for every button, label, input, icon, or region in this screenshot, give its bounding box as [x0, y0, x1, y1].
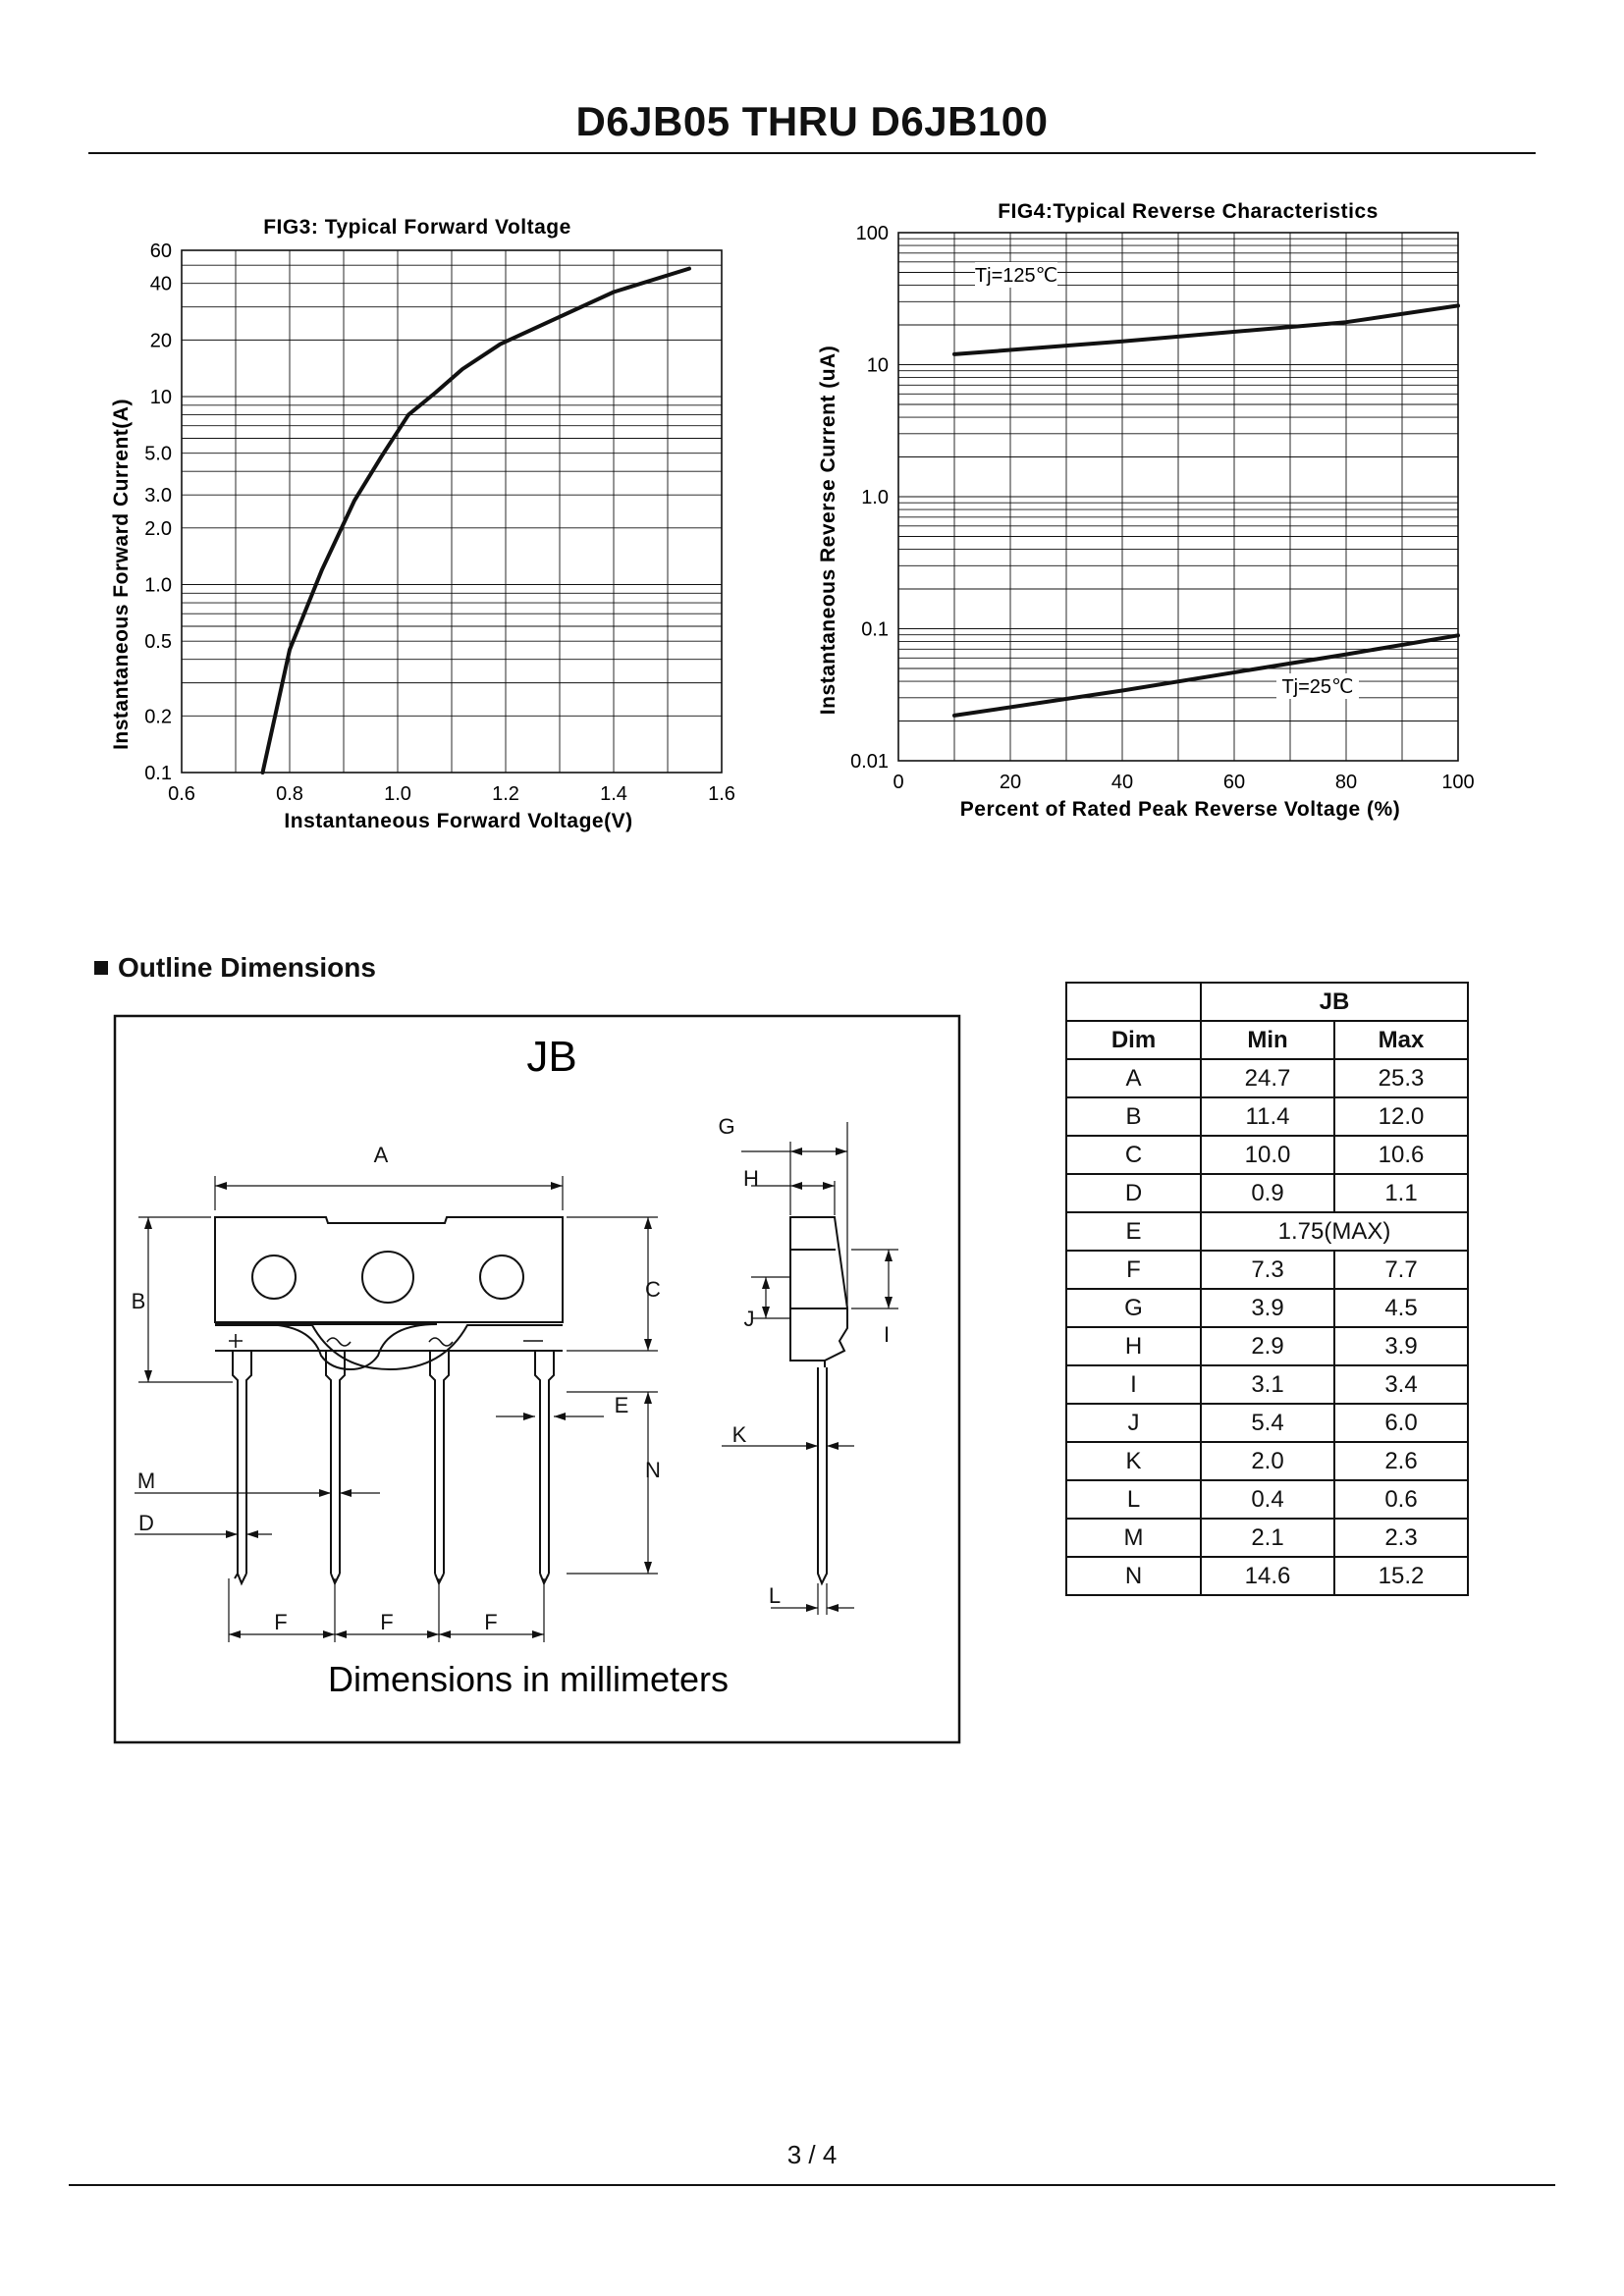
y-tick-label: 100: [855, 223, 889, 244]
dim-label-n: N: [645, 1458, 661, 1482]
dim-label-e: E: [614, 1393, 629, 1417]
min-cell: 1.75(MAX): [1201, 1212, 1468, 1251]
dim-label-f1: F: [274, 1610, 288, 1634]
dim-label-c: C: [645, 1277, 661, 1302]
fig4-x-axis-label: Percent of Rated Peak Reverse Voltage (%): [959, 798, 1401, 821]
x-tick-label: 0: [893, 772, 904, 793]
x-tick-label: 80: [1334, 772, 1358, 793]
fig4-reverse-characteristics-chart: [805, 191, 1512, 839]
max-cell: 15.2: [1334, 1557, 1468, 1595]
dim-label-b: B: [131, 1289, 146, 1313]
y-tick-label: 40: [149, 273, 172, 295]
page-title: D6JB05 THRU D6JB100: [575, 98, 1049, 144]
dim-cell: I: [1066, 1365, 1201, 1404]
min-cell: 2.1: [1201, 1519, 1334, 1557]
min-cell: 0.4: [1201, 1480, 1334, 1519]
y-tick-label: 5.0: [144, 443, 172, 465]
header-dim: Dim: [1066, 1021, 1201, 1059]
fig3-forward-voltage-chart: [98, 206, 766, 844]
dim-cell: H: [1066, 1327, 1201, 1365]
min-cell: 2.0: [1201, 1442, 1334, 1480]
dim-label-i: I: [883, 1322, 891, 1347]
dim-label-m: M: [136, 1468, 156, 1493]
fig3-y-ticks: [144, 240, 172, 784]
dim-label-f3: F: [484, 1610, 498, 1634]
table-row: [1066, 1097, 1468, 1136]
x-tick-label: 100: [1441, 772, 1475, 793]
series-line-0: [954, 305, 1458, 354]
y-tick-label: 0.01: [850, 751, 889, 773]
table-row: [1066, 1557, 1468, 1595]
outline-drawing: [113, 1014, 963, 1748]
fig4-x-ticks: [893, 772, 1474, 793]
dim-label-l: L: [768, 1583, 782, 1608]
dim-label-a: A: [373, 1143, 389, 1167]
min-cell: 5.4: [1201, 1404, 1334, 1442]
page-number: 3 / 4: [786, 2140, 838, 2169]
min-cell: 14.6: [1201, 1557, 1334, 1595]
dim-cell: F: [1066, 1251, 1201, 1289]
table-row: [1066, 1365, 1468, 1404]
dim-cell: L: [1066, 1480, 1201, 1519]
header-rule: [88, 152, 1536, 154]
series-line-1: [954, 635, 1458, 716]
max-cell: 10.6: [1334, 1136, 1468, 1174]
max-cell: 7.7: [1334, 1251, 1468, 1289]
dim-label-k: K: [731, 1422, 747, 1447]
dim-cell: J: [1066, 1404, 1201, 1442]
min-cell: 11.4: [1201, 1097, 1334, 1136]
dim-label-d: D: [138, 1511, 154, 1535]
x-tick-label: 1.0: [384, 783, 411, 805]
y-tick-label: 20: [149, 330, 172, 352]
table-row: [1066, 1519, 1468, 1557]
dim-cell: M: [1066, 1519, 1201, 1557]
min-cell: 10.0: [1201, 1136, 1334, 1174]
min-cell: 2.9: [1201, 1327, 1334, 1365]
y-tick-label: 0.5: [144, 631, 172, 654]
table-group-row: [1066, 983, 1468, 1021]
dim-label-h: H: [743, 1166, 759, 1191]
outline-heading: [94, 952, 376, 984]
fig4-series: [954, 305, 1458, 716]
max-cell: 0.6: [1334, 1480, 1468, 1519]
fig3-x-ticks: [168, 783, 735, 805]
dim-cell: D: [1066, 1174, 1201, 1212]
y-tick-label: 1.0: [861, 487, 889, 508]
dim-cell: A: [1066, 1059, 1201, 1097]
dim-label-g: G: [718, 1114, 735, 1139]
fig3-grid: [182, 250, 722, 773]
header-min: Min: [1201, 1021, 1334, 1059]
table-header-row: [1066, 1021, 1468, 1059]
x-tick-label: 20: [999, 772, 1022, 793]
fig4-y-ticks: [850, 223, 889, 773]
dim-cell: G: [1066, 1289, 1201, 1327]
table-row: [1066, 1174, 1468, 1212]
fig3-x-axis-label: Instantaneous Forward Voltage(V): [284, 810, 633, 832]
min-cell: 3.9: [1201, 1289, 1334, 1327]
series-line-0: [263, 269, 690, 773]
footer-rule: [69, 2184, 1555, 2186]
x-tick-label: 60: [1222, 772, 1246, 793]
table-row: [1066, 1404, 1468, 1442]
y-tick-label: 60: [149, 240, 172, 262]
y-tick-label: 10: [149, 387, 172, 409]
max-cell: 25.3: [1334, 1059, 1468, 1097]
y-tick-label: 10: [866, 354, 889, 377]
table-group-header: JB: [1201, 983, 1468, 1021]
table-row: [1066, 1059, 1468, 1097]
x-tick-label: 0.8: [276, 783, 303, 805]
y-tick-label: 1.0: [144, 574, 172, 597]
dim-cell: K: [1066, 1442, 1201, 1480]
outline-caption: Dimensions in millimeters: [327, 1659, 730, 1699]
x-tick-label: 1.6: [708, 783, 735, 805]
max-cell: 4.5: [1334, 1289, 1468, 1327]
dim-cell: N: [1066, 1557, 1201, 1595]
y-tick-label: 2.0: [144, 517, 172, 540]
dim-cell: B: [1066, 1097, 1201, 1136]
max-cell: 3.9: [1334, 1327, 1468, 1365]
x-tick-label: 1.4: [600, 783, 627, 805]
outline-heading-text: Outline Dimensions: [118, 952, 376, 983]
max-cell: 2.3: [1334, 1519, 1468, 1557]
min-cell: 7.3: [1201, 1251, 1334, 1289]
max-cell: 2.6: [1334, 1442, 1468, 1480]
table-row: [1066, 1251, 1468, 1289]
annotation-label: Tj=125℃: [974, 265, 1058, 287]
max-cell: 12.0: [1334, 1097, 1468, 1136]
x-tick-label: 40: [1110, 772, 1134, 793]
header-max: Max: [1334, 1021, 1468, 1059]
y-tick-label: 0.1: [144, 763, 172, 784]
y-tick-label: 3.0: [144, 485, 172, 507]
fig4-title: FIG4:Typical Reverse Characteristics: [998, 200, 1379, 223]
fig3-y-axis-label: Instantaneous Forward Current(A): [110, 399, 133, 750]
dim-label-j: J: [743, 1307, 755, 1331]
dim-label-f2: F: [380, 1610, 394, 1634]
max-cell: 6.0: [1334, 1404, 1468, 1442]
fig4-y-axis-label: Instantaneous Reverse Current (uA): [817, 345, 839, 716]
fig3-series: [263, 269, 690, 773]
x-tick-label: 0.6: [168, 783, 195, 805]
dim-cell: C: [1066, 1136, 1201, 1174]
table-row: [1066, 1289, 1468, 1327]
package-name: JB: [526, 1033, 577, 1081]
fig3-title: FIG3: Typical Forward Voltage: [263, 216, 571, 239]
max-cell: 1.1: [1334, 1174, 1468, 1212]
min-cell: 0.9: [1201, 1174, 1334, 1212]
dim-cell: E: [1066, 1212, 1201, 1251]
table-row: [1066, 1212, 1468, 1251]
min-cell: 24.7: [1201, 1059, 1334, 1097]
max-cell: 3.4: [1334, 1365, 1468, 1404]
table-row: [1066, 1442, 1468, 1480]
y-tick-label: 0.1: [861, 618, 889, 641]
bullet-square-icon: [94, 961, 108, 975]
y-tick-label: 0.2: [144, 706, 172, 728]
min-cell: 3.1: [1201, 1365, 1334, 1404]
table-row: [1066, 1480, 1468, 1519]
dimension-table: [1065, 982, 1469, 1596]
table-row: [1066, 1327, 1468, 1365]
annotation-label: Tj=25℃: [1281, 676, 1354, 698]
x-tick-label: 1.2: [492, 783, 519, 805]
table-row: [1066, 1136, 1468, 1174]
